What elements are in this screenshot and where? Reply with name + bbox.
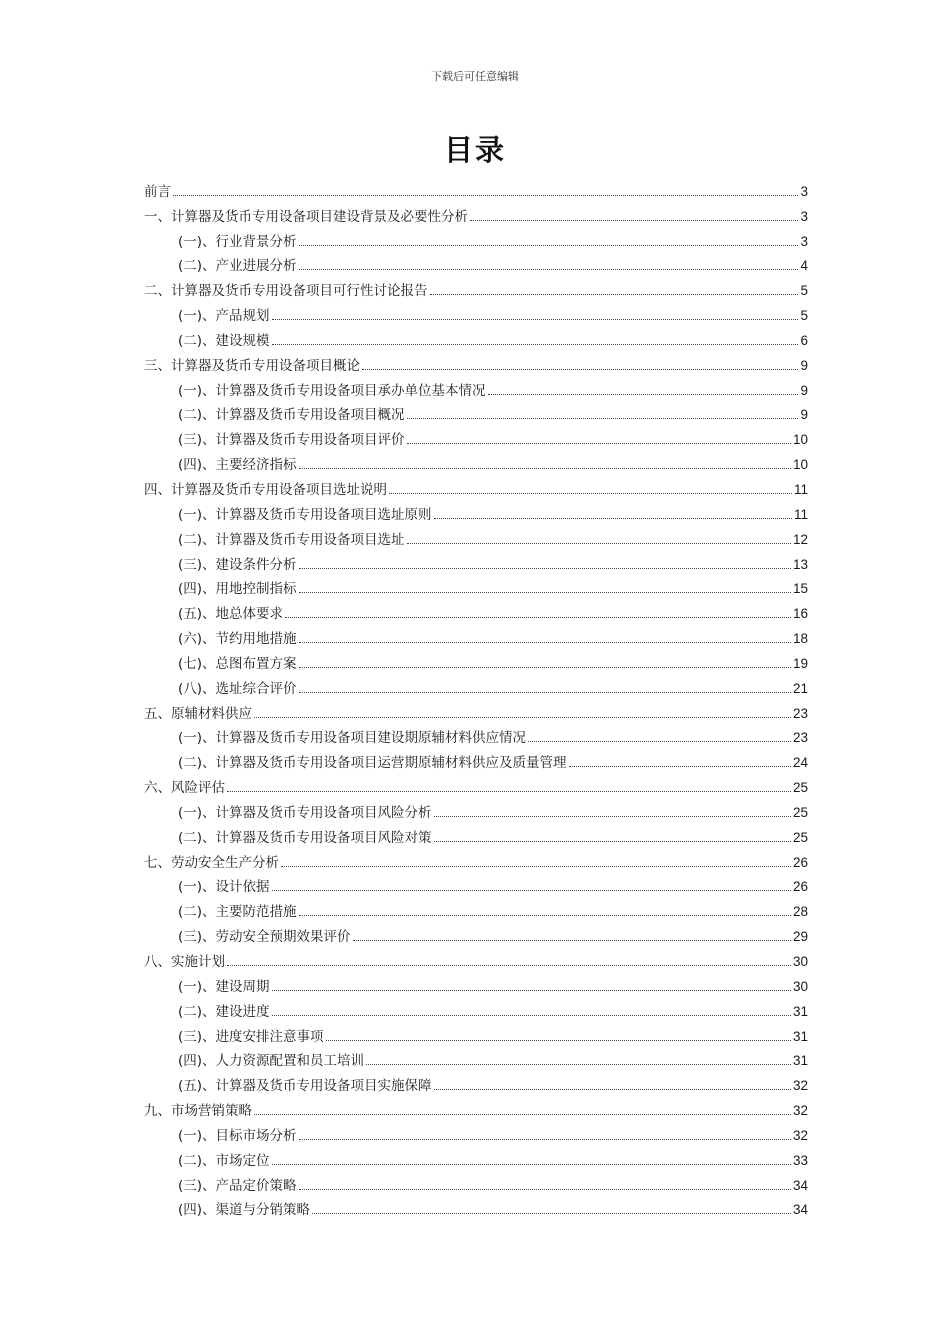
toc-entry-text: (四)、人力资源配置和员工培训 xyxy=(178,1053,365,1070)
toc-entry-text: 三、计算器及货币专用设备项目概论 xyxy=(144,357,360,374)
toc-entry-text: (二)、计算器及货币专用设备项目概况 xyxy=(178,407,405,424)
toc-entry-text: (二)、市场定位 xyxy=(178,1152,270,1169)
dot-leader xyxy=(389,493,792,494)
toc-entry[interactable] xyxy=(144,598,808,623)
toc-entry-page-number: 32 xyxy=(792,1078,808,1094)
toc-entry-page-number: 10 xyxy=(792,432,808,448)
toc-entry-text: 四、计算器及货币专用设备项目选址说明 xyxy=(144,481,387,498)
toc-entry[interactable] xyxy=(144,499,808,524)
toc-entry-text: 六、风险评估 xyxy=(144,780,225,797)
dot-leader xyxy=(488,394,799,395)
toc-entry-page-number: 6 xyxy=(800,332,808,348)
toc-entry-page-number: 26 xyxy=(792,854,808,870)
toc-entry-page-number: 9 xyxy=(800,382,808,398)
dot-leader xyxy=(528,741,791,742)
dot-leader xyxy=(299,592,791,593)
toc-entry-page-number: 33 xyxy=(792,1152,808,1168)
dot-leader xyxy=(272,890,791,891)
table-of-contents xyxy=(144,176,808,1219)
toc-entry-page-number: 9 xyxy=(800,357,808,373)
toc-entry[interactable] xyxy=(144,747,808,772)
toc-entry-text: 二、计算器及货币专用设备项目可行性讨论报告 xyxy=(144,283,428,300)
toc-entry-text: (一)、产品规划 xyxy=(178,308,270,325)
toc-entry[interactable] xyxy=(144,946,808,971)
toc-entry[interactable] xyxy=(144,449,808,474)
toc-entry[interactable] xyxy=(144,1046,808,1071)
toc-entry-text: (一)、建设周期 xyxy=(178,978,270,995)
toc-entry-text: (一)、计算器及货币专用设备项目建设期原辅材料供应情况 xyxy=(178,730,527,747)
toc-entry[interactable] xyxy=(144,201,808,226)
toc-entry[interactable] xyxy=(144,1145,808,1170)
toc-entry[interactable] xyxy=(144,673,808,698)
toc-entry-text: (一)、计算器及货币专用设备项目风险分析 xyxy=(178,804,432,821)
toc-entry-page-number: 28 xyxy=(792,904,808,920)
dot-leader xyxy=(227,791,791,792)
dot-leader xyxy=(254,717,791,718)
toc-entry-text: 七、劳动安全生产分析 xyxy=(144,854,279,871)
dot-leader xyxy=(569,766,791,767)
toc-entry-page-number: 5 xyxy=(800,283,808,299)
toc-entry[interactable] xyxy=(144,226,808,251)
toc-entry-page-number: 13 xyxy=(792,556,808,572)
toc-entry-text: (三)、劳动安全预期效果评价 xyxy=(178,929,351,946)
toc-entry[interactable] xyxy=(144,1120,808,1145)
toc-entry[interactable] xyxy=(144,1021,808,1046)
dot-leader xyxy=(407,443,791,444)
toc-entry-text: (二)、计算器及货币专用设备项目风险对策 xyxy=(178,829,432,846)
dot-leader xyxy=(272,319,799,320)
dot-leader xyxy=(299,245,799,246)
toc-entry[interactable] xyxy=(144,921,808,946)
dot-leader xyxy=(470,220,798,221)
toc-entry-text: 八、实施计划 xyxy=(144,954,225,970)
toc-entry-page-number: 11 xyxy=(793,506,808,522)
dot-leader xyxy=(430,294,799,295)
toc-entry[interactable] xyxy=(144,971,808,996)
toc-entry[interactable] xyxy=(144,797,808,822)
toc-entry-page-number: 3 xyxy=(800,183,808,199)
toc-entry-text: 五、原辅材料供应 xyxy=(144,705,252,722)
dot-leader xyxy=(434,518,792,519)
toc-entry[interactable] xyxy=(144,698,808,723)
dot-leader xyxy=(407,543,791,544)
toc-entry[interactable] xyxy=(144,524,808,549)
dot-leader xyxy=(272,990,791,991)
page-title: 目录 xyxy=(443,133,506,167)
toc-entry-text: (一)、设计依据 xyxy=(178,879,270,896)
toc-entry[interactable] xyxy=(144,300,808,325)
toc-entry-text: (二)、产业进展分析 xyxy=(178,258,297,275)
toc-entry-text: (三)、计算器及货币专用设备项目评价 xyxy=(178,432,405,449)
toc-entry-page-number: 32 xyxy=(792,1127,808,1143)
dot-leader xyxy=(407,418,799,419)
toc-entry-page-number: 5 xyxy=(800,308,808,324)
dot-leader xyxy=(312,1213,791,1214)
toc-entry-page-number: 24 xyxy=(792,755,808,771)
toc-entry-text: (二)、建设规模 xyxy=(178,332,270,349)
toc-entry[interactable] xyxy=(144,251,808,276)
toc-entry[interactable] xyxy=(144,648,808,673)
dot-leader xyxy=(285,617,791,618)
toc-entry-page-number: 19 xyxy=(792,655,808,671)
toc-entry[interactable] xyxy=(144,896,808,921)
dot-leader xyxy=(272,344,799,345)
dot-leader xyxy=(299,915,791,916)
dot-leader xyxy=(299,269,799,270)
toc-entry-text: (二)、计算器及货币专用设备项目选址 xyxy=(178,531,405,548)
toc-entry-text: 九、市场营销策略 xyxy=(144,1103,252,1120)
toc-entry-page-number: 25 xyxy=(792,780,808,796)
dot-leader xyxy=(299,692,791,693)
toc-entry-page-number: 26 xyxy=(792,879,808,895)
toc-entry[interactable] xyxy=(144,1195,808,1220)
toc-entry[interactable] xyxy=(144,400,808,425)
dot-leader xyxy=(299,1189,791,1190)
toc-entry-text: (三)、产品定价策略 xyxy=(178,1177,297,1194)
toc-entry-page-number: 25 xyxy=(792,804,808,820)
toc-entry-text: 前言 xyxy=(144,183,171,200)
dot-leader xyxy=(434,1089,791,1090)
dot-leader xyxy=(299,667,791,668)
toc-entry[interactable] xyxy=(144,574,808,599)
toc-entry-text: (七)、总图布置方案 xyxy=(178,655,297,672)
dot-leader xyxy=(254,1114,791,1115)
toc-entry[interactable] xyxy=(144,1070,808,1095)
toc-entry-page-number: 34 xyxy=(792,1202,808,1218)
toc-entry-page-number: 32 xyxy=(792,1103,808,1119)
toc-entry[interactable] xyxy=(144,1170,808,1195)
toc-entry-page-number: 3 xyxy=(800,233,808,249)
toc-entry[interactable] xyxy=(144,822,808,847)
dot-leader xyxy=(353,940,791,941)
toc-entry-page-number: 11 xyxy=(793,481,808,497)
toc-entry[interactable] xyxy=(144,176,808,201)
dot-leader xyxy=(299,468,791,469)
toc-entry[interactable] xyxy=(144,723,808,748)
toc-entry-page-number: 21 xyxy=(792,680,808,696)
toc-entry[interactable] xyxy=(144,275,808,300)
toc-entry-page-number: 4 xyxy=(800,258,808,274)
dot-leader xyxy=(326,1040,791,1041)
header-note: 下载后可任意编辑 xyxy=(431,70,519,83)
dot-leader xyxy=(434,816,791,817)
dot-leader xyxy=(272,1164,791,1165)
toc-entry[interactable] xyxy=(144,847,808,872)
toc-entry-page-number: 15 xyxy=(792,581,808,597)
dot-leader xyxy=(227,965,791,966)
toc-entry-page-number: 23 xyxy=(792,705,808,721)
toc-entry-page-number: 23 xyxy=(792,730,808,746)
toc-entry-page-number: 10 xyxy=(792,457,808,473)
toc-entry-text: (四)、渠道与分销策略 xyxy=(178,1202,311,1219)
toc-entry-text: (二)、主要防范措施 xyxy=(178,904,297,921)
toc-entry-text: (二)、计算器及货币专用设备项目运营期原辅材料供应及质量管理 xyxy=(178,755,567,772)
toc-entry-text: (五)、地总体要求 xyxy=(178,606,284,623)
toc-entry-text: (三)、进度安排注意事项 xyxy=(178,1028,324,1045)
toc-entry-text: (四)、用地控制指标 xyxy=(178,581,297,598)
toc-entry[interactable] xyxy=(144,350,808,375)
toc-entry[interactable] xyxy=(144,375,808,400)
dot-leader xyxy=(299,642,791,643)
toc-entry-page-number: 30 xyxy=(792,978,808,994)
toc-entry[interactable] xyxy=(144,474,808,499)
dot-leader xyxy=(272,1015,791,1016)
toc-entry-text: (四)、主要经济指标 xyxy=(178,457,297,474)
toc-entry-text: (八)、选址综合评价 xyxy=(178,680,297,697)
toc-entry-text: (五)、计算器及货币专用设备项目实施保障 xyxy=(178,1078,432,1095)
toc-entry-page-number: 12 xyxy=(792,531,808,547)
toc-entry-text: (一)、目标市场分析 xyxy=(178,1127,297,1144)
dot-leader xyxy=(173,195,798,196)
toc-entry-text: 一、计算器及货币专用设备项目建设背景及必要性分析 xyxy=(144,208,468,225)
dot-leader xyxy=(434,841,791,842)
toc-entry-page-number: 30 xyxy=(792,954,808,969)
toc-entry-page-number: 34 xyxy=(792,1177,808,1193)
toc-entry-text: (一)、计算器及货币专用设备项目选址原则 xyxy=(178,506,432,523)
toc-entry-page-number: 9 xyxy=(800,407,808,423)
dot-leader xyxy=(281,866,791,867)
dot-leader xyxy=(299,568,791,569)
toc-entry-text: (二)、建设进度 xyxy=(178,1003,270,1020)
toc-entry-page-number: 3 xyxy=(800,208,808,224)
toc-entry[interactable] xyxy=(144,424,808,449)
toc-entry[interactable] xyxy=(144,1095,808,1120)
toc-entry-page-number: 31 xyxy=(792,1028,808,1044)
dot-leader xyxy=(366,1064,791,1065)
dot-leader xyxy=(299,1139,791,1140)
toc-entry[interactable] xyxy=(144,549,808,574)
toc-entry-text: (三)、建设条件分析 xyxy=(178,556,297,573)
dot-leader xyxy=(362,369,798,370)
toc-entry-page-number: 29 xyxy=(792,929,808,945)
toc-entry-text: (一)、行业背景分析 xyxy=(178,233,297,250)
toc-entry[interactable] xyxy=(144,772,808,797)
toc-entry[interactable] xyxy=(144,996,808,1021)
toc-entry-text: (一)、计算器及货币专用设备项目承办单位基本情况 xyxy=(178,382,486,399)
toc-entry[interactable] xyxy=(144,623,808,648)
toc-entry[interactable] xyxy=(144,325,808,350)
toc-entry-page-number: 25 xyxy=(792,829,808,845)
toc-entry-page-number: 18 xyxy=(792,631,808,647)
toc-entry-page-number: 31 xyxy=(792,1053,808,1069)
toc-entry[interactable] xyxy=(144,872,808,897)
toc-entry-page-number: 31 xyxy=(792,1003,808,1019)
toc-entry-page-number: 16 xyxy=(792,606,808,622)
toc-entry-text: (六)、节约用地措施 xyxy=(178,631,297,648)
